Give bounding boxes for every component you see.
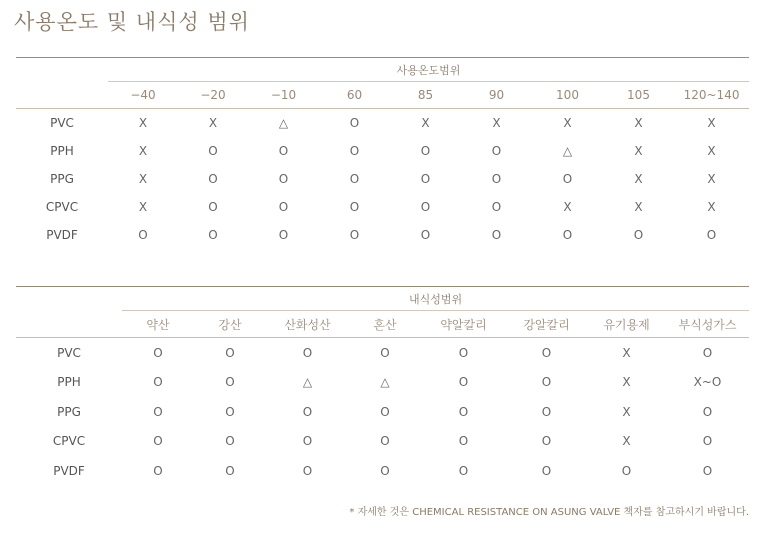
corrosion-column-header: 약산 — [122, 311, 194, 338]
rating-cell: O — [491, 172, 502, 186]
rating-cell: O — [541, 404, 552, 419]
material-label: PVDF — [53, 463, 85, 478]
rating-cell: O — [491, 144, 502, 158]
rating-cell: O — [208, 144, 218, 158]
rating-cell: O — [458, 375, 469, 390]
temperature-column-header: 90 — [461, 82, 532, 109]
rating-cell: X — [138, 144, 148, 158]
rating-cell: X — [208, 116, 218, 130]
rating-cell: O — [349, 116, 360, 130]
table-row — [16, 397, 749, 427]
rating-cell: O — [278, 228, 289, 242]
corrosion-column-header: 유기용제 — [587, 311, 666, 338]
corrosion-resistance-table — [16, 286, 749, 486]
rating-cell: O — [541, 463, 552, 478]
rating-cell: O — [208, 228, 218, 242]
corrosion-column-header: 혼산 — [349, 311, 421, 338]
material-label: PPH — [57, 375, 81, 390]
rating-cell: X — [138, 116, 148, 130]
rating-cell: X — [138, 172, 148, 186]
temperature-group-header-row — [16, 58, 749, 82]
table-row — [16, 193, 749, 221]
rating-cell: O — [302, 345, 313, 360]
rating-cell: O — [302, 463, 313, 478]
rating-cell: O — [278, 144, 289, 158]
rating-cell: O — [458, 404, 469, 419]
table-row — [16, 165, 749, 193]
rating-cell: O — [702, 434, 713, 449]
rating-cell: O — [302, 434, 313, 449]
corrosion-column-header: 산화성산 — [266, 311, 349, 338]
corrosion-column-header: 약알칼리 — [421, 311, 506, 338]
rating-cell: O — [562, 228, 573, 242]
material-label: PVC — [57, 345, 81, 360]
rating-cell: O — [380, 463, 390, 478]
temperature-column-header: −20 — [178, 82, 248, 109]
rating-cell: O — [138, 228, 148, 242]
rating-cell: X — [707, 172, 716, 186]
material-label: PVDF — [46, 228, 78, 242]
table-row — [16, 427, 749, 457]
rating-cell: X — [563, 200, 572, 214]
rating-cell: X — [634, 200, 643, 214]
rating-cell: O — [541, 375, 552, 390]
rating-cell: O — [702, 463, 713, 478]
rating-cell: X — [421, 116, 430, 130]
rating-cell: O — [633, 228, 644, 242]
rating-cell: O — [153, 375, 163, 390]
temperature-group-label: 사용온도범위 — [108, 58, 749, 82]
rating-cell: O — [702, 404, 713, 419]
temperature-column-header-row — [16, 82, 749, 109]
rating-cell: O — [349, 144, 360, 158]
rating-cell: O — [420, 228, 431, 242]
rating-cell: X — [138, 200, 148, 214]
rating-cell: O — [491, 200, 502, 214]
rating-cell: X — [622, 345, 631, 360]
rating-cell: O — [541, 434, 552, 449]
rating-cell: △ — [380, 375, 390, 390]
temperature-column-header: −10 — [248, 82, 319, 109]
corrosion-group-label: 내식성범위 — [122, 287, 749, 311]
rating-cell: O — [541, 345, 552, 360]
rating-cell: O — [208, 172, 218, 186]
material-label: PVC — [50, 116, 74, 130]
temperature-column-header: 120~140 — [674, 82, 749, 109]
rating-cell: X — [707, 144, 716, 158]
rating-cell: O — [153, 404, 163, 419]
temperature-column-header: −40 — [108, 82, 178, 109]
rating-cell: X — [707, 116, 716, 130]
table-row — [16, 109, 749, 138]
rating-cell: O — [302, 404, 313, 419]
rating-cell: O — [380, 404, 390, 419]
rating-cell: X — [492, 116, 501, 130]
material-label: PPG — [50, 172, 74, 186]
rating-cell: X — [634, 172, 643, 186]
table-row — [16, 456, 749, 486]
rating-cell: △ — [562, 144, 573, 158]
table-row — [16, 137, 749, 165]
footnote: * 자세한 것은 CHEMICAL RESISTANCE ON ASUNG VALVE 책자를 참고하시기 바랍니다. — [349, 507, 749, 518]
table-row — [16, 338, 749, 368]
rating-cell: O — [458, 434, 469, 449]
rating-cell: X — [707, 200, 716, 214]
rating-cell: X — [634, 116, 643, 130]
rating-cell: O — [153, 345, 163, 360]
rating-cell: X — [622, 434, 631, 449]
rating-cell: O — [278, 172, 289, 186]
corrosion-group-header-row — [16, 287, 749, 311]
rating-cell: O — [420, 200, 431, 214]
rating-cell: O — [225, 463, 235, 478]
material-label: PPG — [57, 404, 81, 419]
temperature-column-header: 85 — [390, 82, 461, 109]
rating-cell: O — [225, 375, 235, 390]
rating-cell: X — [622, 404, 631, 419]
rating-cell: O — [225, 404, 235, 419]
rating-cell: O — [278, 200, 289, 214]
rating-cell: X~O — [693, 375, 722, 390]
rating-cell: O — [458, 345, 469, 360]
corrosion-column-header: 강산 — [194, 311, 266, 338]
temperature-range-table — [16, 57, 749, 249]
rating-cell: O — [153, 463, 163, 478]
rating-cell: X — [634, 144, 643, 158]
rating-cell: O — [153, 434, 163, 449]
material-label: CPVC — [45, 200, 79, 214]
corrosion-column-header: 강알칼리 — [506, 311, 587, 338]
rating-cell: △ — [302, 375, 313, 390]
rating-cell: O — [380, 434, 390, 449]
temperature-column-header: 105 — [603, 82, 674, 109]
rating-cell: O — [349, 228, 360, 242]
rating-cell: O — [458, 463, 469, 478]
page-title: 사용온도 및 내식성 범위 — [14, 10, 250, 34]
rating-cell: O — [562, 172, 573, 186]
corrosion-column-header: 부식성가스 — [666, 311, 749, 338]
rating-cell: O — [225, 345, 235, 360]
rating-cell: O — [702, 345, 713, 360]
temperature-column-header: 60 — [319, 82, 390, 109]
rating-cell: O — [208, 200, 218, 214]
rating-cell: O — [420, 172, 431, 186]
material-label: CPVC — [52, 434, 86, 449]
rating-cell: △ — [278, 116, 289, 130]
material-label: PPH — [50, 144, 74, 158]
rating-cell: O — [491, 228, 502, 242]
rating-cell: O — [349, 200, 360, 214]
rating-cell: O — [380, 345, 390, 360]
rating-cell: O — [706, 228, 717, 242]
rating-cell: O — [349, 172, 360, 186]
temperature-column-header: 100 — [532, 82, 603, 109]
rating-cell: X — [563, 116, 572, 130]
table-row — [16, 221, 749, 249]
table-row — [16, 368, 749, 398]
rating-cell: O — [621, 463, 632, 478]
rating-cell: X — [622, 375, 631, 390]
rating-cell: O — [420, 144, 431, 158]
rating-cell: O — [225, 434, 235, 449]
corrosion-column-header-row — [16, 311, 749, 338]
